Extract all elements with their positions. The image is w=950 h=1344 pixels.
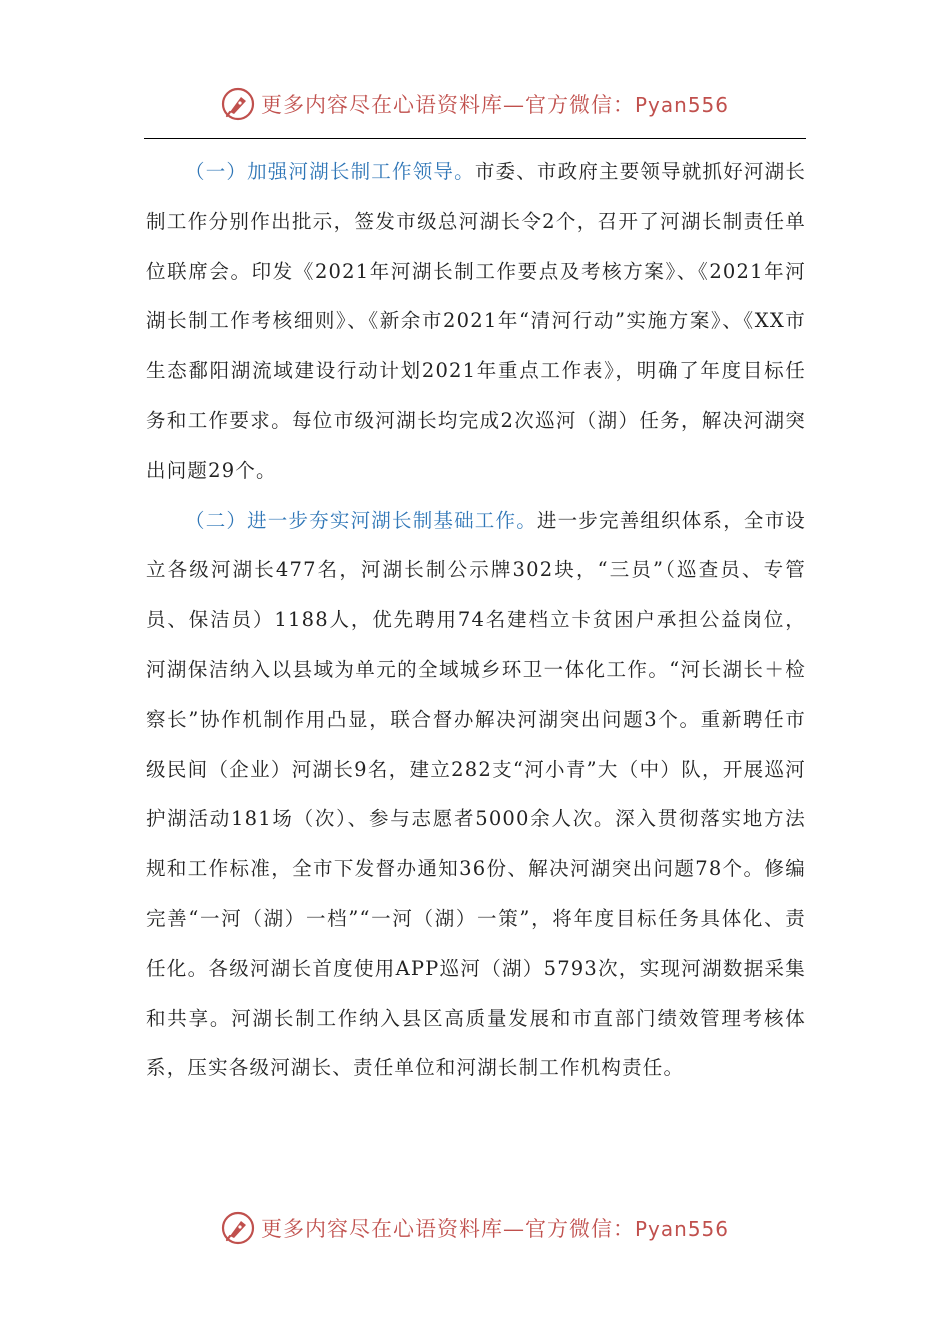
header-banner-text: 更多内容尽在心语资料库—官方微信：Pyan556	[260, 93, 729, 117]
pen-nib-logo-icon	[221, 87, 255, 121]
document-body	[146, 147, 806, 1093]
header-wechat-id: Pyan556	[634, 93, 729, 117]
section-2-heading: （二）进一步夯实河湖长制基础工作。	[185, 508, 537, 532]
section-1-paragraph	[146, 147, 806, 496]
header-divider	[144, 138, 806, 139]
header-banner	[0, 84, 950, 124]
section-2-body: 进一步完善组织体系，全市设立各级河湖长477名，河湖长制公示牌302块，“三员”（巡查员、专管员、保洁员）1188人，优先聘用74名建档立卡贫困户承担公益岗位，河湖保洁纳入以县域为单元的全域城乡环卫一体化工作。“河长湖长＋检察长”协作机制作用凸显，联合督办解决河湖突出问题3个。重新聘任市级民间（企业）河湖长9名，建立282支“河小青”大（中）队，开展巡河护湖活动181场（次）、参与志愿者5000余人次。深入贯彻落实地方法规和工作标准，全市下发督办通知36份、解决河湖突出问题78个。修编完善“一河（湖）一档”“一河（湖）一策”，将年度目标任务具体化、责任化。各级河湖长首度使用APP巡河（湖）5793次，实现河湖数据采集和共享。河湖长制工作纳入县区高质量发展和市直部门绩效管理考核体系，压实各级河湖长、责任单位和河湖长制工作机构责任。	[146, 508, 807, 1080]
footer-wechat-id: Pyan556	[634, 1217, 729, 1241]
section-1-body: 市委、市政府主要领导就抓好河湖长制工作分别作出批示，签发市级总河湖长令2个，召开了河湖长制责任单位联席会。印发《2021年河湖长制工作要点及考核方案》、《2021年河湖长制工作考核细则》、《新余市2021年“清河行动”实施方案》、《XX市生态鄱阳湖流域建设行动计划2021年重点工作表》，明确了年度目标任务和工作要求。每位市级河湖长均完成2次巡河（湖）任务，解决河湖突出问题29个。	[146, 160, 807, 482]
section-2-paragraph	[146, 496, 806, 1094]
footer-banner-text: 更多内容尽在心语资料库—官方微信：Pyan556	[260, 1217, 729, 1241]
footer-banner	[0, 1208, 950, 1248]
pen-nib-logo-icon	[221, 1211, 255, 1245]
section-1-heading: （一）加强河湖长制工作领导。	[185, 160, 475, 183]
